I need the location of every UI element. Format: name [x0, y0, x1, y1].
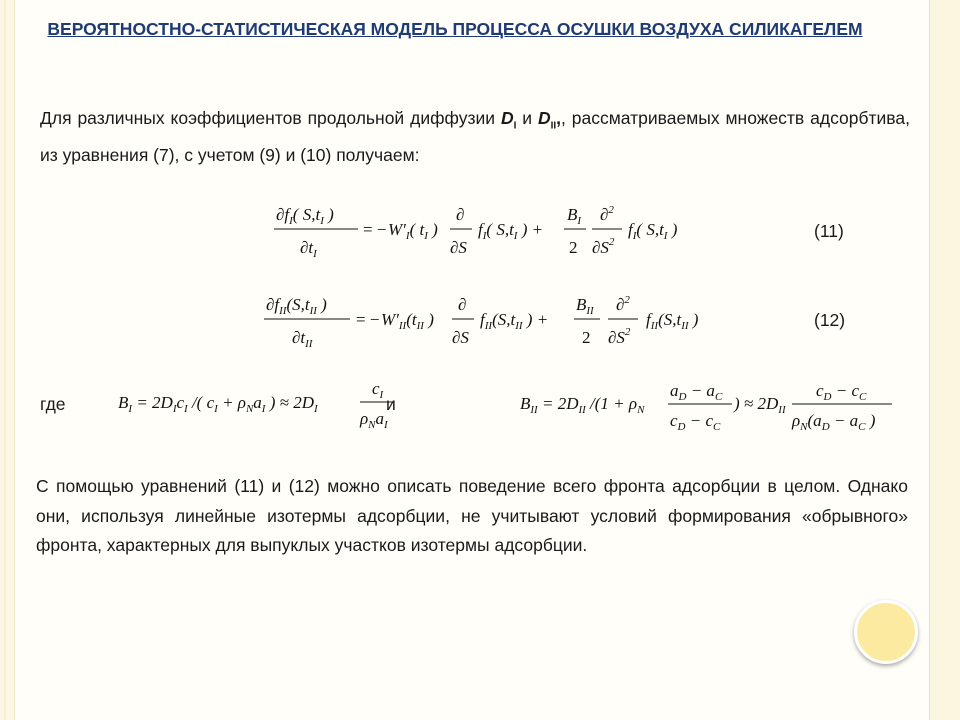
svg-text:∂fII(S,tII ): $\partial f_{II}(S,t_{II}$ ): [266, 295, 327, 317]
and-label: и: [386, 394, 396, 414]
svg-text:∂S: ∂S: [450, 238, 467, 257]
svg-text:fI( S,tI ) +: $f_I$( $S,t_I$ ) +: [478, 220, 544, 242]
svg-text:∂tII: $\partial t_{II}$: [292, 328, 313, 350]
left-decor-band: [0, 0, 14, 720]
d1-symbol: D: [500, 108, 514, 128]
svg-text:BII: $B_{II}$: [576, 295, 594, 317]
intro-text-end: , рассматриваемых множеств адсорбтива, из уравнения (7), с учетом (9) и (10) получаем:: [40, 108, 911, 165]
svg-text:ρN(aD − aC ): $\rho_N(a_D - a_C$ ): [792, 411, 876, 433]
svg-text:∂2: ∂$^2$: [616, 294, 630, 314]
svg-text:∂: ∂: [458, 295, 467, 314]
svg-text:W′I( tI ): $W'_I$( $t_I$ ): [388, 220, 438, 242]
svg-text:W′II(tII ): $W'_{II}(t_{II}$ ): [381, 310, 434, 332]
equation-12-number: (12): [814, 310, 846, 330]
formula-b2: [520, 380, 900, 436]
svg-text:BI = 2DIcI /( cI + ρNaI ) ≈ 2D: $B_I = 2D_Ic_I$ /( $c_I + \rho_Na_I$ ) ≈ $2D_I$: [118, 393, 318, 415]
left-decor-line: [4, 0, 6, 720]
svg-text:BII = 2DII /(1 + ρN: $B_{II} = 2D_{II}$ $/(1 + \rho_N$: [520, 394, 645, 416]
svg-text:ρNaI: $\rho_Na_I$: [360, 409, 388, 431]
svg-text:fII(S,tII ) +: $f_{II}(S,t_{II}$ ) +: [480, 310, 549, 332]
svg-text:) ≈ 2DII: ) ≈ $2D_{II}$: [734, 394, 786, 416]
svg-text:∂tI: $\partial t_I$: [300, 238, 317, 260]
svg-text:fII(S,tII ): $f_{II}(S,t_{II}$ ): [646, 310, 699, 332]
svg-text:∂2: ∂$^2$: [600, 204, 614, 224]
svg-text:cD − cC: $c_D - c_C$: [816, 381, 867, 403]
svg-text:∂: ∂: [456, 205, 465, 224]
svg-text:2: 2: [582, 328, 591, 347]
conclusion-paragraph: С помощью уравнений (11) и (12) можно описать поведение всего фронта адсорбции в целом. Однако они, используя линейные изотермы адсорбции, не учитывают условий формирования «обрывного» фронта, характерных для выпуклых участков изотермы адсорбции.: [36, 476, 908, 555]
d2-subscript: II: [550, 120, 557, 132]
svg-text:∂fI( S,tI ): $\partial f_I$( $S,t_I$ ): [276, 205, 334, 227]
svg-text:aD − aC: $a_D - a_C$: [670, 381, 723, 403]
svg-text:∂S: ∂S: [452, 328, 469, 347]
svg-text:= −: = −: [356, 310, 380, 329]
slide-title: ВЕРОЯТНОСТНО-СТАТИСТИЧЕСКАЯ МОДЕЛЬ ПРОЦЕССА ОСУШКИ ВОЗДУХА СИЛИКАГЕЛЕМ: [47, 19, 863, 39]
svg-text:= −: = −: [363, 220, 387, 239]
equation-11-number: (11): [814, 221, 844, 241]
svg-text:fI( S,tI ): $f_I$( $S,t_I$ ): [628, 220, 678, 242]
where-label: где: [40, 394, 66, 414]
equation-11: [270, 198, 730, 262]
svg-text:BI: $B_I$: [567, 205, 582, 227]
d2-symbol: D: [537, 108, 551, 128]
decorative-circle: [854, 600, 918, 664]
svg-text:2: 2: [569, 238, 578, 257]
formula-b1: [118, 380, 408, 434]
d1-subscript: I: [513, 120, 517, 132]
intro-paragraph: Для различных коэффициентов продольной диффузии $D_I$ и $D_{II}$,, рассматриваемых множеств адсорбтива, из уравнения (7), с учетом (9) и (10) получаем:: [40, 108, 911, 165]
svg-text:∂S2: $\partial S^2$: [592, 236, 615, 257]
svg-text:cD − cC: $c_D - c_C$: [670, 411, 721, 433]
equation-12: [262, 288, 732, 352]
intro-and: и: [516, 108, 538, 128]
left-decor-edge: [14, 0, 15, 720]
intro-text-start: Для различных коэффициентов продольной диффузии: [40, 108, 501, 128]
right-decor-band: [930, 0, 960, 720]
svg-text:∂S2: $\partial S^2$: [608, 326, 631, 347]
svg-text:cI: $c_I$: [372, 379, 384, 401]
